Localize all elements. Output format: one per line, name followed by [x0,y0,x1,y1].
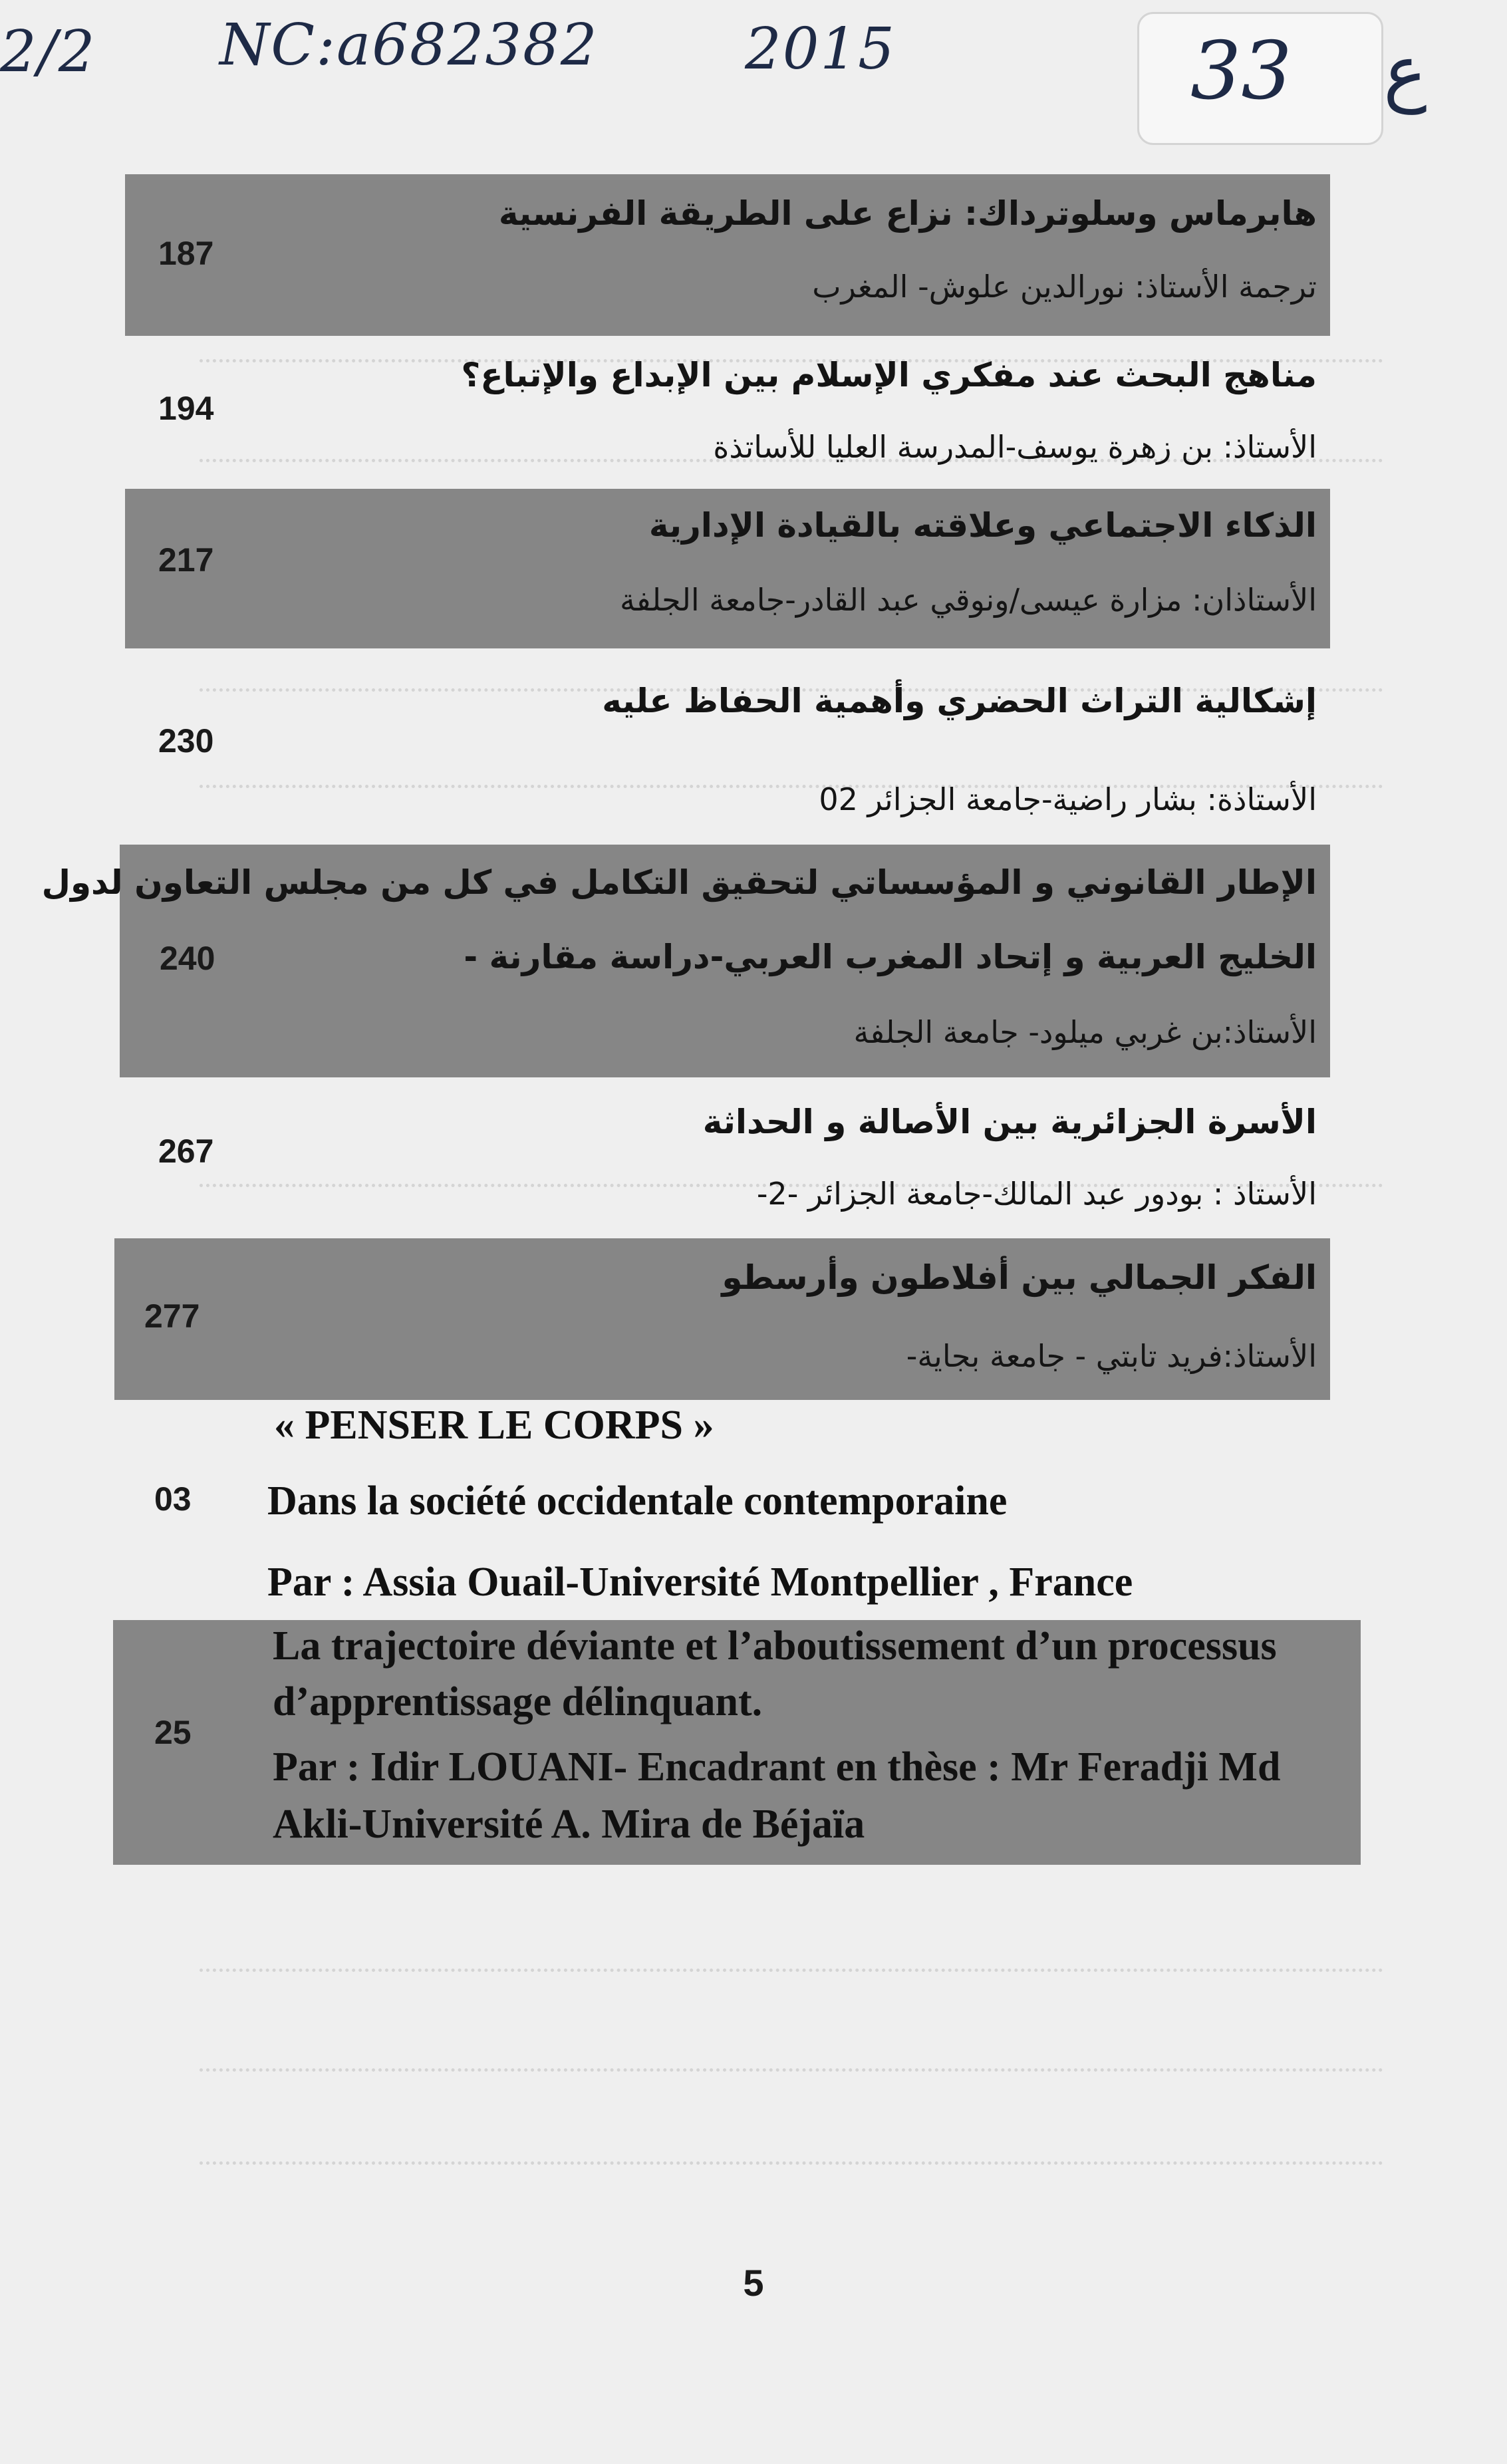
toc-entry [113,1620,1361,1865]
entry-page-number: 230 [158,722,214,759]
entry-title: هابرماس وسلوترداك: نزاع على الطريقة الفرنسية [498,194,1317,233]
show-through-line [200,2068,1383,2072]
entry-author: الأستاذ:بن غربي ميلود- جامعة الجلفة [853,1014,1317,1050]
handwritten-reference: NC:a682382 [219,12,599,78]
toc-entry [114,1238,1330,1400]
toc-entry [125,1077,1330,1237]
entry-author: الأستاذ:فريد تابتي - جامعة بجاية- [906,1338,1317,1374]
sticker-letter: ع [1383,29,1427,114]
entry-author-line-1: Par : Idir LOUANI- Encadrant en thèse : Mr Feradji Md [273,1744,1281,1790]
entry-title: الأسرة الجزائرية بين الأصالة و الحداثة [702,1103,1317,1141]
entry-author: Par : Assia Ouail-Université Montpellier , France [267,1560,1133,1605]
entry-title: الذكاء الاجتماعي وعلاقته بالقيادة الإدارية [648,506,1317,545]
entry-author: الأستاذ: بن زهرة يوسف-المدرسة العليا للأساتذة [713,429,1317,465]
entry-page-number: 187 [158,235,214,272]
page-number: 5 [743,2262,764,2304]
entry-page-number: 194 [158,390,214,427]
entry-author: الأستاذ : بودور عبد المالك-جامعة الجزائر -2- [756,1176,1317,1212]
show-through-line [200,2161,1383,2165]
entry-page-number: 25 [154,1714,192,1751]
show-through-line [200,1969,1383,1972]
entry-title: Dans la société occidentale contemporaine [267,1478,1008,1524]
entry-author: ترجمة الأستاذ: نورالدين علوش- المغرب [812,269,1317,305]
entry-author-line-2: Akli-Université A. Mira de Béjaïa [273,1802,865,1847]
handwritten-year: 2015 [745,16,896,82]
entry-page-number: 217 [158,541,214,579]
sticker-number: 33 [1190,25,1292,118]
entry-title-line-2: d’apprentissage délinquant. [273,1679,763,1724]
toc-entry [125,648,1330,841]
section-heading: « PENSER LE CORPS » [274,1403,714,1448]
entry-title: الفكر الجمالي بين أفلاطون وأرسطو [722,1258,1317,1297]
toc-entry [125,336,1330,489]
toc-entry [125,174,1330,336]
handwritten-page-count: 2/2 [0,19,96,85]
entry-title: إشكالية التراث الحضري وأهمية الحفاظ عليه [602,682,1317,720]
entry-title-line-2: الخليج العربية و إتحاد المغرب العربي-دراسة مقارنة - [464,938,1317,976]
entry-title: مناهج البحث عند مفكري الإسلام بين الإبداع والإتباع؟ [461,356,1317,394]
entry-page-number: 267 [158,1133,214,1170]
entry-page-number: 277 [144,1298,200,1335]
entry-title-line-1: الإطار القانوني و المؤسساتي لتحقيق التكامل في كل من مجلس التعاون لدول [41,863,1317,902]
entry-author: الأستاذان: مزارة عيسى/ونوقي عبد القادر-جامعة الجلفة [620,582,1317,618]
entry-author: الأستاذة: بشار راضية-جامعة الجزائر 02 [819,781,1317,817]
entry-page-number: 03 [154,1480,192,1518]
toc-entry [125,489,1330,648]
entry-title-line-1: La trajectoire déviante et l’aboutissement d’un processus [273,1623,1277,1669]
entry-page-number: 240 [160,940,215,977]
toc-entry [41,845,1330,1077]
